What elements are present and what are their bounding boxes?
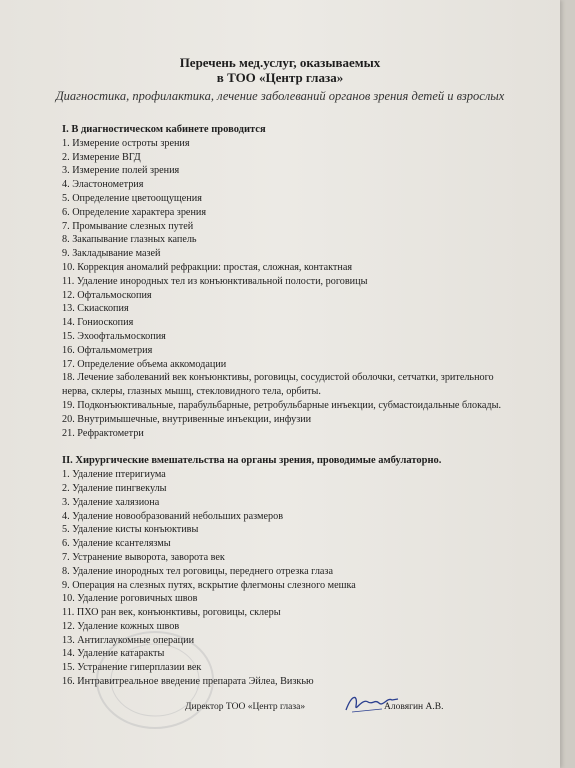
list-item: 5. Удаление кисты конъюктивы (62, 524, 199, 536)
list-item: 10. Коррекция аномалий рефракции: простая, сложная, контактная (62, 261, 353, 273)
list-item: 10. Удаление роговичных швов (62, 593, 198, 605)
section-2-heading: II. Хирургические вмешательства на органы зрения, проводимые амбулаторно. (62, 455, 442, 467)
list-item: 16. Офтальмометрия (62, 344, 153, 356)
list-item: 16. Интравитреальное введение препарата Эйлеа, Визкью (62, 676, 314, 688)
list-item: 21. Рефрактометри (62, 427, 144, 439)
list-item: 20. Внутримышечные, внутривенные инъекции, инфузии (62, 413, 312, 425)
list-item: 2. Измерение ВГД (62, 151, 141, 163)
list-item: 8. Удаление инородных тел роговицы, переднего отрезка глаза (62, 565, 333, 577)
list-item: 13. Антиглаукомные операции (62, 634, 195, 646)
list-item: 14. Удаление катаракты (62, 648, 165, 660)
list-item: 3. Измерение полей зрения (62, 165, 180, 177)
list-item: 1. Измерение остроты зрения (62, 137, 190, 149)
title-line-2: в ТОО «Центр глаза» (216, 70, 344, 85)
list-item: 1. Удаление птеригиума (62, 469, 166, 481)
list-item: 4. Эластонометрия (62, 179, 144, 191)
list-item: 6. Определение характера зрения (62, 206, 207, 218)
list-item: 6. Удаление ксантелязмы (62, 538, 171, 550)
list-item: 13. Скиаскопия (62, 303, 129, 315)
subtitle: Диагностика, профилактика, лечение заболеваний органов зрения детей и взрослых (55, 89, 505, 103)
list-item: 15. Устранение гиперплазии век (62, 662, 202, 674)
section-spacer (62, 440, 502, 454)
list-item: 14. Гониоскопия (62, 317, 134, 329)
list-item: 9. Операция на слезных путях, вскрытие флегмоны слезного мешка (62, 579, 356, 591)
list-item: 11. Удаление инородных тел из конъюнктивальной полости, роговицы (62, 275, 368, 287)
director-name: Аловягин А.В. (384, 702, 444, 712)
list-item: 3. Удаление халязиона (62, 496, 160, 508)
list-item: 11. ПХО ран век, конъюнктивы, роговицы, склеры (62, 607, 281, 619)
title-line-1: Перечень мед.услуг, оказываемых (179, 55, 381, 70)
list-item: 2. Удаление пингвекулы (62, 482, 167, 494)
list-item: 9. Закладывание мазей (62, 248, 161, 260)
section-1-heading: I. В диагностическом кабинете проводится (62, 124, 266, 135)
faded-stamp-icon (90, 625, 220, 735)
services-list (62, 123, 502, 689)
list-item: 19. Подконъюктивальные, парабульбарные, ретробульбарные инъекции, субмастоидальные блокады. (62, 399, 502, 411)
list-item: 15. Эхоофтальмоскопия (62, 330, 166, 342)
section-1-list (62, 137, 502, 441)
list-item: 5. Определение цветоощущения (62, 192, 202, 204)
list-item: 7. Промывание слезных путей (62, 220, 194, 232)
list-item: 18. Лечение заболеваний век конъюнктивы, роговицы, сосудистой оболочки, сетчатки, зрительного нерва, склеры, глазных мышц, стекловидного тела, орбиты. (62, 372, 494, 398)
list-item: 12. Удаление кожных швов (62, 620, 180, 632)
director-title: Директор ТОО «Центр глаза» (185, 702, 306, 712)
list-item: 12. Офтальмоскопия (62, 289, 152, 301)
list-item: 17. Определение объема аккомодации (62, 358, 227, 370)
list-item: 8. Закапывание глазных капель (62, 234, 197, 246)
list-item: 7. Устранение выворота, заворота век (62, 551, 225, 563)
list-item: 4. Удаление новообразований небольших размеров (62, 510, 284, 522)
